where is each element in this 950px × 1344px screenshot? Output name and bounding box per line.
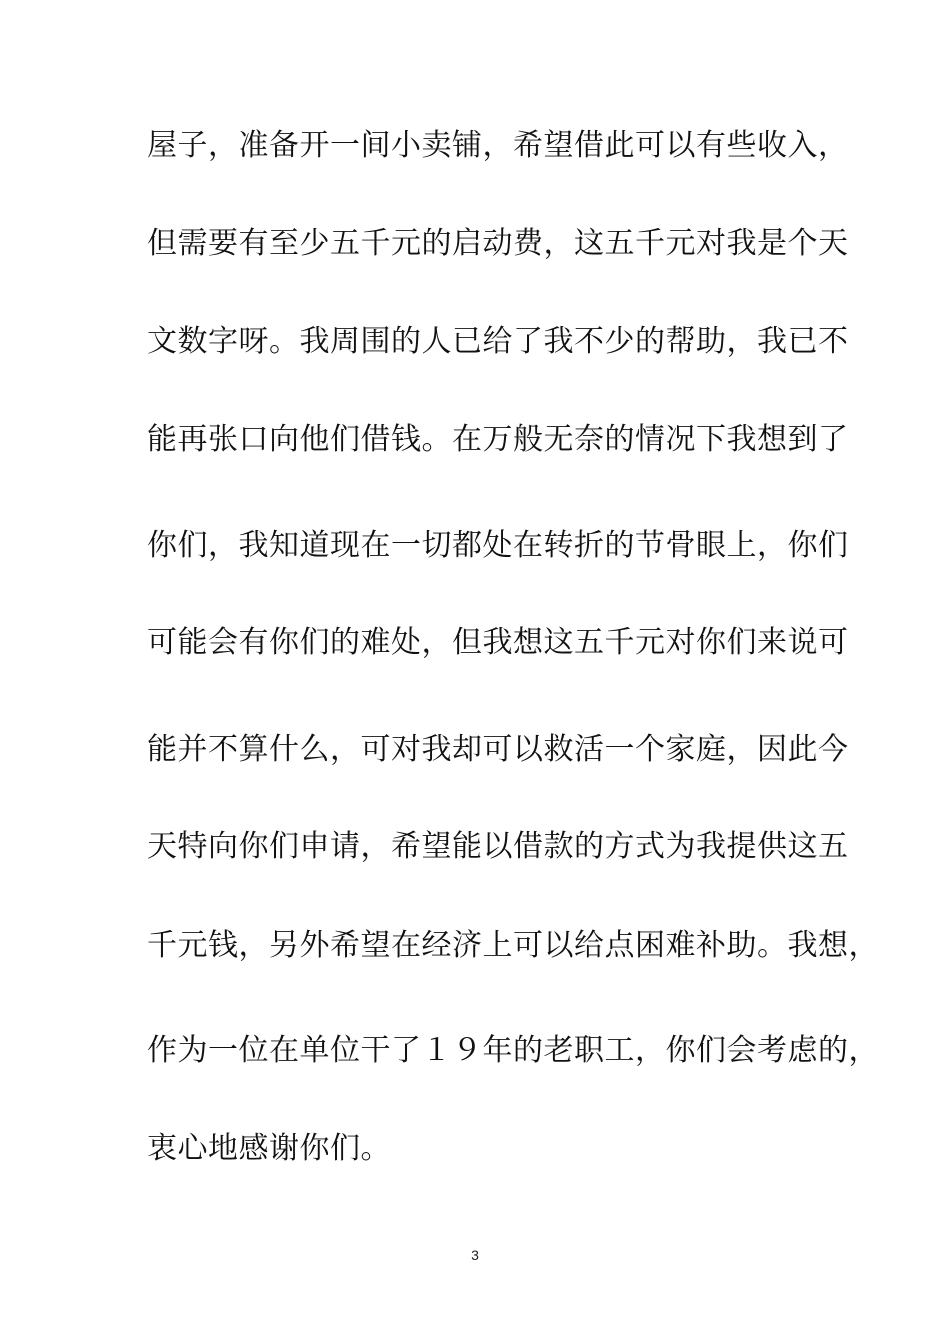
text-line-1: 屋子，准备开一间小卖铺，希望借此可以有些收入， bbox=[147, 128, 849, 163]
text-line-9: 千元钱，另外希望在经济上可以给点困难补助。我想， bbox=[147, 928, 879, 963]
text-line-11: 衷心地感谢你们。 bbox=[147, 1131, 391, 1166]
text-line-7: 能并不算什么，可对我却可以救活一个家庭，因此今 bbox=[147, 732, 849, 767]
text-line-5: 你们，我知道现在一切都处在转折的节骨眼上，你们 bbox=[147, 528, 849, 563]
text-line-8: 天特向你们申请，希望能以借款的方式为我提供这五 bbox=[147, 829, 849, 864]
page-number: 3 bbox=[471, 1247, 479, 1263]
text-line-2: 但需要有至少五千元的启动费，这五千元对我是个天 bbox=[147, 226, 849, 261]
text-line-10: 作为一位在单位干了１９年的老职工，你们会考虑的， bbox=[147, 1033, 879, 1068]
text-line-3: 文数字呀。我周围的人已给了我不少的帮助，我已不 bbox=[147, 324, 849, 359]
text-line-6: 可能会有你们的难处，但我想这五千元对你们来说可 bbox=[147, 625, 849, 660]
text-line-4: 能再张口向他们借钱。在万般无奈的情况下我想到了 bbox=[147, 422, 849, 457]
